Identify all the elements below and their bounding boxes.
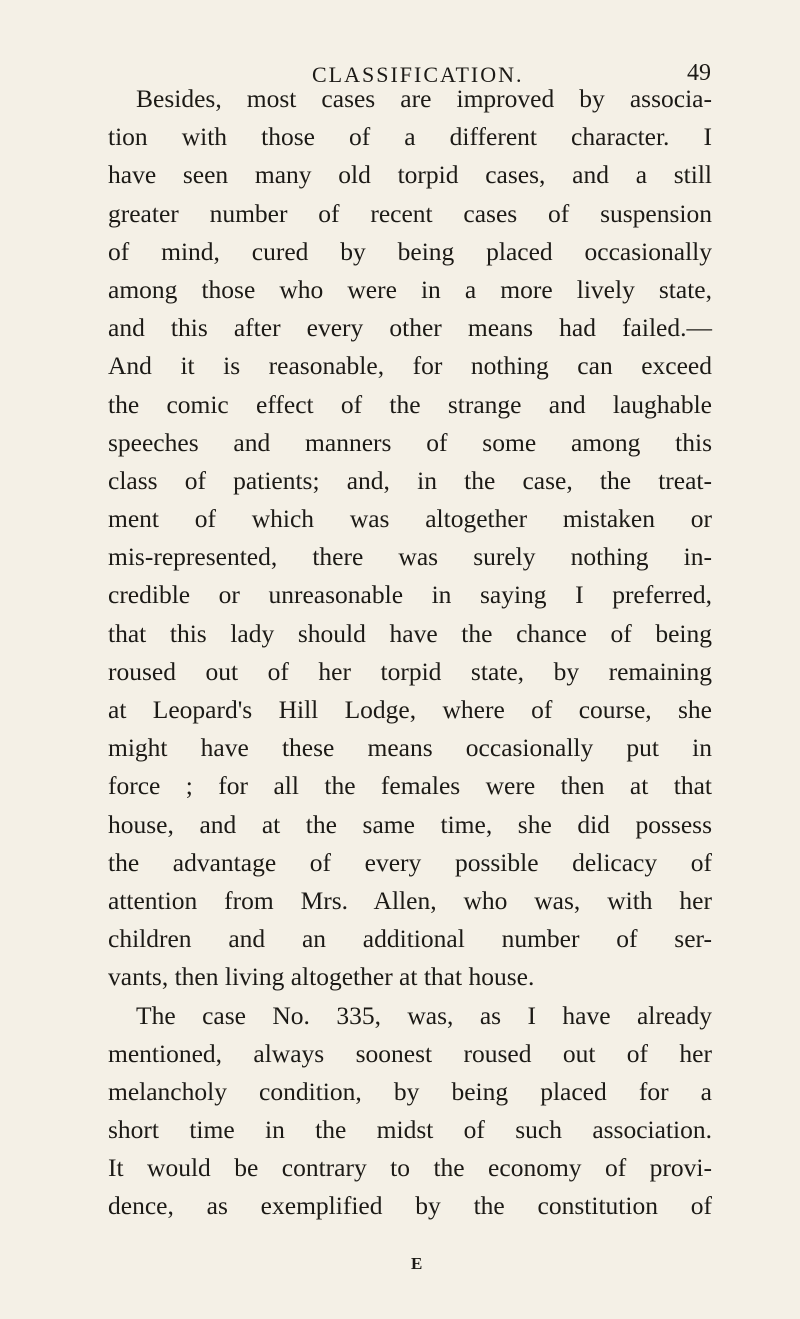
text-line: It would be contrary to the economy of provi-	[108, 1153, 712, 1183]
signature-mark: E	[411, 1254, 423, 1273]
text-line: short time in the midst of such association.	[108, 1115, 712, 1145]
text-line: at Leopard's Hill Lodge, where of course, she	[108, 695, 712, 724]
text-line: might have these means occasionally put in	[108, 733, 712, 763]
text-line: the comic effect of the strange and laughable	[108, 389, 712, 419]
text-line: Besides, most cases are improved by associa-	[136, 84, 712, 113]
text-line: dence, as exemplified by the constitution of	[108, 1191, 712, 1221]
text-line: class of patients; and, in the case, the treat-	[108, 465, 712, 495]
running-title: CLASSIFICATION.	[312, 62, 524, 87]
text-line: melancholy condition, by being placed for a	[108, 1076, 712, 1106]
text-line: tion with those of a different character. I	[108, 122, 712, 152]
text-line: children and an additional number of ser-	[108, 924, 712, 954]
text-line: force ; for all the females were then at that	[108, 771, 712, 801]
text-line: attention from Mrs. Allen, who was, with her	[108, 885, 712, 915]
text-line: speeches and manners of some among this	[108, 427, 712, 457]
text-line: ment of which was altogether mistaken or	[108, 504, 712, 534]
text-line: greater number of recent cases of suspension	[108, 198, 712, 228]
text-line: house, and at the same time, she did possess	[108, 809, 712, 839]
text-line: have seen many old torpid cases, and a still	[108, 160, 712, 190]
text-line: of mind, cured by being placed occasionally	[108, 236, 712, 266]
text-line: roused out of her torpid state, by remaining	[108, 656, 712, 686]
text-line: vants, then living altogether at that house.	[108, 962, 535, 992]
text-line: that this lady should have the chance of being	[108, 618, 712, 648]
text-line: credible or unreasonable in saying I preferred,	[108, 580, 712, 610]
text-line: and this after every other means had failed.—	[108, 313, 712, 343]
text-line: among those who were in a more lively state,	[108, 274, 712, 304]
text-line: And it is reasonable, for nothing can exceed	[108, 351, 712, 381]
text-line: mis-represented, there was surely nothing in-	[108, 542, 712, 572]
page-number: 49	[687, 60, 711, 86]
text-line: The case No. 335, was, as I have already	[136, 1000, 712, 1030]
text-line: mentioned, always soonest roused out of her	[108, 1038, 712, 1068]
text-line: the advantage of every possible delicacy of	[108, 847, 712, 877]
body-text	[108, 80, 712, 1226]
